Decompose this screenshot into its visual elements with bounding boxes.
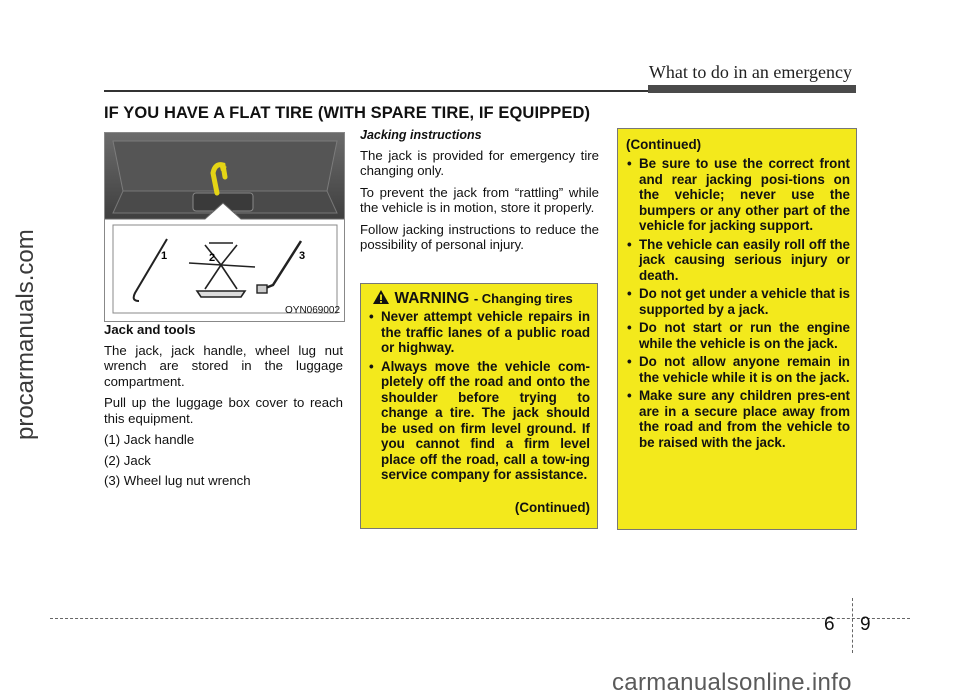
jacking-p3: Follow jacking instructions to reduce the possibility of personal injury. [360,221,599,252]
jacking-subheading: Jacking instructions [360,128,482,142]
jack-tools-figure [104,132,345,322]
jack-and-tools-section [104,322,343,494]
continued-item: • Make sure any children pres-ent are in a secure place away from the road and from the vehicle to be raised with the jack. [627,388,850,450]
warning-label: WARNING [394,290,470,307]
continued-item-text: Be sure to use the correct front and rear jacking posi-tions on the vehicle; never use the bumpers or any other part of the vehicle for jacking support. [639,156,850,233]
footer-rule [50,618,910,619]
jacking-p1: The jack is provided for emergency tire changing only. [360,147,599,178]
running-head: What to do in an emergency [648,62,852,82]
continued-item-text: Do not allow anyone remain in the vehicle while it is on the jack. [639,354,850,385]
continued-heading: (Continued) [626,137,702,152]
callout-1: 1 [161,250,168,262]
figure-code: OYN069002 [285,305,341,316]
tool-item-jack: (2) Jack [104,452,151,468]
warning-title [370,289,595,308]
warning-topic: - Changing tires [473,291,573,306]
tool-item-jack-handle: (1) Jack handle [104,432,195,447]
jacking-instructions-section [360,128,599,259]
jacking-p2: To prevent the jack from “rattling” while the vehicle is in motion, store it properly. [360,184,599,215]
continued-item: • Do not start or run the engine while the vehicle is on the jack. [627,320,850,351]
continued-warning-list [624,156,850,453]
watermark: carmanualsonline.info [612,669,852,696]
page-section-number: 6 [824,614,835,635]
jack-and-tools-heading: Jack and tools [104,322,196,337]
warning-item: • Always move the vehicle com-pletely off the road and onto the shoulder before trying to change a tire. The jack should be used on firm level ground. If you cannot find a firm level place off the road, call a tow-ing service company for assistance. [369,358,590,482]
callout-2: 2 [209,252,216,264]
side-url: procarmanuals.com [12,229,39,440]
warning-triangle-icon [372,289,390,305]
jack-and-tools-p1: The jack, jack handle, wheel lug nut wrench are stored in the luggage compartment. [104,342,343,389]
continued-item-text: Do not start or run the engine while the vehicle is on the jack. [639,320,850,351]
continued-item: • The vehicle can easily roll off the jack causing serious injury or death. [627,236,850,283]
trunk-tools-illustration [105,133,344,321]
jack-and-tools-p2: Pull up the luggage box cover to reach this equipment. [104,395,343,426]
warning-continued: (Continued) [514,500,590,515]
continued-item-text: Make sure any children pres-ent are in a secure place away from the road and from the vehicle to be raised with the jack. [639,388,850,450]
continued-item: • Do not get under a vehicle that is supported by a jack. [627,286,850,317]
warning-item-text: Never attempt vehicle repairs in the traffic lanes of a public road or highway. [381,309,590,355]
page-number: 9 [860,614,871,635]
continued-item-text: The vehicle can easily roll off the jack causing serious injury or death. [639,236,850,283]
continued-item-text: Do not get under a vehicle that is supported by a jack. [639,286,850,317]
warning-list [366,309,590,486]
warning-item-text: Always move the vehicle com-pletely off the road and onto the shoulder before trying to change a tire. The jack should be used on firm level ground. If you cannot find a firm level place off the road, call a tow-ing service company for assistance. [381,358,590,482]
header-bar [648,85,856,93]
warning-item: • Never attempt vehicle repairs in the traffic lanes of a public road or highway. [369,309,590,355]
tool-item-lug-wrench: (3) Wheel lug nut wrench [104,473,251,488]
continued-item: • Be sure to use the correct front and rear jacking posi-tions on the vehicle; never use the bumpers or any other part of the vehicle for jacking support. [627,156,850,233]
callout-3: 3 [299,250,306,262]
continued-item: • Do not allow anyone remain in the vehicle while it is on the jack. [627,354,850,385]
section-title: IF YOU HAVE A FLAT TIRE (WITH SPARE TIRE, IF EQUIPPED) [104,104,591,122]
page-divider [852,598,853,653]
